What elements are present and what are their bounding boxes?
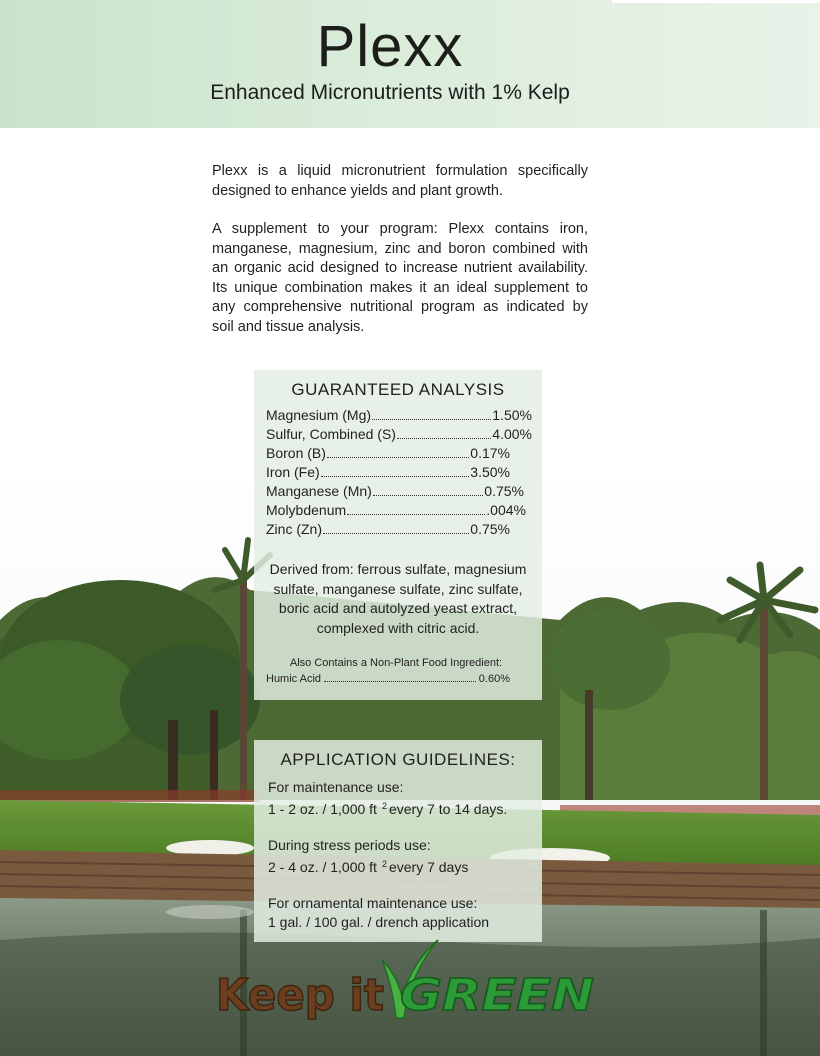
nutrient-label: Boron (B) bbox=[266, 445, 326, 461]
analysis-row bbox=[266, 406, 532, 425]
rate-exponent: 2 bbox=[381, 858, 387, 869]
header-notch bbox=[612, 0, 820, 3]
analysis-row bbox=[266, 463, 532, 482]
rate-frequency: every 7 to 14 days. bbox=[388, 800, 508, 817]
dot-leader bbox=[321, 464, 470, 477]
intro-paragraph: A supplement to your program: Plexx contains iron, manganese, magnesium, zinc and boron combined with an organic acid designed to increase nutrient availability. Its unique combination makes it an ideal supplement to any comprehensive nutritional program as indicated by soil and tissue analysis. bbox=[212, 221, 588, 335]
also-contains-text: Also Contains a Non-Plant Food Ingredient: bbox=[289, 657, 503, 669]
nutrient-label: Magnesium (Mg) bbox=[266, 407, 372, 423]
dot-leader bbox=[323, 521, 469, 534]
product-subtitle: Enhanced Micronutrients with 1% Kelp bbox=[210, 81, 570, 104]
analysis-list bbox=[266, 406, 532, 539]
nutrient-label: Iron (Fe) bbox=[266, 464, 320, 480]
nutrient-value: 0.75% bbox=[470, 521, 510, 537]
analysis-row bbox=[266, 444, 532, 463]
logo-text-green: GREEN bbox=[400, 970, 594, 1021]
nutrient-label: Molybdenum bbox=[266, 502, 347, 518]
application-guidelines-panel bbox=[254, 740, 542, 942]
nutrient-label: Sulfur, Combined (S) bbox=[266, 426, 396, 442]
nutrient-value: .004% bbox=[486, 502, 526, 518]
intro-text bbox=[212, 162, 588, 356]
nutrient-value: 4.00% bbox=[492, 426, 532, 442]
dot-leader bbox=[327, 445, 469, 458]
header-band bbox=[0, 0, 820, 128]
dot-leader bbox=[324, 672, 476, 682]
guideline-rate bbox=[268, 797, 536, 819]
rate-text: 2 - 4 oz. / 1,000 ft bbox=[268, 858, 377, 875]
nutrient-value: 1.50% bbox=[492, 407, 532, 423]
guideline-heading: During stress periods use: bbox=[268, 837, 431, 853]
derived-from-text: Derived from: ferrous sulfate, magnesium sulfate, manganese sulfate, zinc sulfate, boric acid and autolyzed yeast extract, complexed with citric acid. bbox=[269, 561, 527, 636]
analysis-row bbox=[266, 501, 532, 520]
rate-frequency: every 7 days bbox=[388, 858, 469, 875]
nutrient-label: Manganese (Mn) bbox=[266, 483, 372, 499]
guideline-heading: For maintenance use: bbox=[268, 779, 404, 795]
nutrient-value: 3.50% bbox=[470, 464, 510, 480]
analysis-title: GUARANTEED ANALYSIS bbox=[291, 380, 505, 399]
dot-leader bbox=[347, 502, 485, 515]
humic-value: 0.60% bbox=[478, 673, 510, 685]
rate-text: 1 - 2 oz. / 1,000 ft bbox=[268, 800, 377, 817]
analysis-row bbox=[266, 520, 532, 539]
nutrient-value: 0.17% bbox=[470, 445, 510, 461]
guideline-item bbox=[268, 894, 536, 931]
analysis-row bbox=[266, 482, 532, 501]
intro-paragraph: Plexx is a liquid micronutrient formulation specifically designed to enhance yields and plant growth. bbox=[212, 163, 588, 199]
guidelines-title: APPLICATION GUIDELINES: bbox=[280, 750, 516, 769]
guidelines-list bbox=[268, 778, 536, 949]
product-title: Plexx bbox=[316, 14, 464, 79]
humic-label: Humic Acid bbox=[266, 673, 322, 685]
dot-leader bbox=[397, 426, 491, 439]
dot-leader bbox=[373, 483, 483, 496]
guideline-item bbox=[268, 836, 536, 876]
analysis-row bbox=[266, 425, 532, 444]
nutrient-label: Zinc (Zn) bbox=[266, 521, 322, 537]
guaranteed-analysis-panel bbox=[254, 370, 542, 700]
keep-it-green-logo bbox=[214, 934, 598, 1034]
humic-acid-row bbox=[266, 672, 510, 686]
guideline-heading: For ornamental maintenance use: bbox=[268, 895, 478, 911]
dot-leader bbox=[372, 407, 491, 420]
logo-text-keep: Keep it bbox=[216, 970, 384, 1021]
guideline-rate: 1 gal. / 100 gal. / drench application bbox=[268, 913, 490, 930]
guideline-rate bbox=[268, 855, 536, 877]
rate-exponent: 2 bbox=[381, 800, 387, 811]
nutrient-value: 0.75% bbox=[484, 483, 524, 499]
guideline-item bbox=[268, 778, 536, 818]
